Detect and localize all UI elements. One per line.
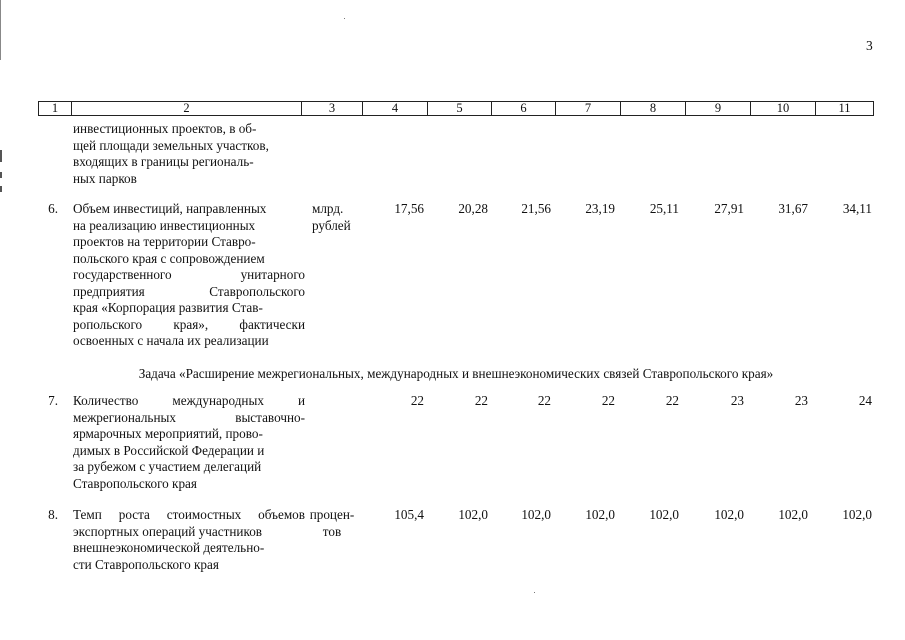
header-col-3: 3 [302, 102, 363, 116]
row-text-line: сти Ставропольского края [73, 556, 219, 572]
unit-line: рублей [312, 217, 351, 233]
header-col-9: 9 [686, 102, 751, 116]
row-text-line: инвестиционных проектов, в об- [73, 121, 257, 136]
row-description [73, 507, 305, 573]
row-text-line: края «Корпорация развития Став- [73, 300, 263, 315]
header-col-4: 4 [363, 102, 428, 116]
scan-edge-mark [0, 150, 2, 162]
value-cell: 25,11 [649, 201, 679, 216]
row-text-line: ропольского края», фактически [73, 316, 305, 332]
row-number: 7. [48, 393, 58, 408]
value-cell: 22 [665, 393, 679, 408]
column-number-header [38, 101, 874, 116]
page-number: 3 [866, 38, 873, 53]
value-cell: 23 [730, 393, 744, 408]
value-cell: 27,91 [714, 201, 744, 216]
row-description [73, 201, 305, 350]
value-cell: 22 [601, 393, 615, 408]
header-col-7: 7 [556, 102, 621, 116]
row-text-line: Объем инвестиций, направленных [73, 201, 267, 216]
value-cell: 23 [794, 393, 808, 408]
row-unit [312, 201, 372, 234]
header-col-1: 1 [39, 102, 72, 116]
header-col-11: 11 [816, 102, 874, 116]
value-cell: 22 [410, 393, 424, 408]
task-heading: Задача «Расширение межрегиональных, международных и внешнеэкономических связей Ставропольского края» [138, 366, 774, 381]
row-text-line: межрегиональных выставочно- [73, 409, 305, 425]
value-cell: 21,56 [521, 201, 551, 216]
row-description [73, 393, 305, 492]
value-cell: 102,0 [458, 507, 488, 522]
scan-speck [534, 592, 535, 593]
row-text-line: экспортных операций участников [73, 523, 263, 539]
row-text-line: внешнеэкономической деятельно- [73, 540, 265, 555]
value-cell: 102,0 [714, 507, 744, 522]
row-text-line: Темп роста стоимостных объемов [73, 507, 305, 522]
row-text-line: на реализацию инвестиционных [73, 217, 256, 233]
value-cell: 102,0 [778, 507, 808, 522]
row-text-line: Количество международных и [73, 393, 305, 408]
unit-line: процен- [309, 507, 355, 522]
header-col-10: 10 [751, 102, 816, 116]
value-cell: 20,28 [458, 201, 488, 216]
row-text-line: проектов на территории Ставро- [73, 234, 256, 249]
row-text-line: ных парков [73, 170, 137, 186]
value-cell: 31,67 [778, 201, 808, 216]
row-text-line: ярмарочных мероприятий, прово- [73, 426, 263, 441]
value-cell: 22 [537, 393, 551, 408]
scan-edge-mark [0, 0, 1, 60]
scan-speck [344, 18, 345, 19]
row-text-line: димых в Российской Федерации и [73, 442, 265, 458]
value-cell: 17,56 [394, 201, 424, 216]
scan-edge-mark [0, 172, 2, 178]
value-cell: 105,4 [394, 507, 424, 522]
value-cell: 22 [474, 393, 488, 408]
value-cell: 24 [858, 393, 872, 408]
row-text-line: освоенных с начала их реализации [73, 333, 269, 348]
value-cell: 102,0 [585, 507, 615, 522]
header-col-5: 5 [428, 102, 492, 116]
row-text-line: за рубежом с участием делегаций [73, 459, 262, 474]
value-cell: 23,19 [585, 201, 615, 216]
value-cell: 34,11 [842, 201, 872, 216]
header-col-8: 8 [621, 102, 686, 116]
scan-edge-mark [0, 186, 2, 192]
value-cell: 102,0 [521, 507, 551, 522]
value-cell: 102,0 [842, 507, 872, 522]
header-col-2: 2 [72, 102, 302, 116]
row-number: 6. [48, 201, 58, 216]
row-text-line: входящих в границы региональ- [73, 154, 254, 169]
unit-line: тов [322, 523, 342, 539]
unit-line: млрд. [312, 201, 344, 216]
row-text-line: предприятия Ставропольского [73, 283, 305, 299]
header-col-6: 6 [492, 102, 556, 116]
value-cell: 102,0 [649, 507, 679, 522]
row-text-line: польского края с сопровождением [73, 250, 265, 266]
table-row-continuation [73, 121, 305, 187]
row-text-line: щей площади земельных участков, [73, 137, 269, 153]
row-text-line: Ставропольского края [73, 475, 197, 491]
row-unit [302, 507, 362, 540]
row-text-line: государственного унитарного [73, 267, 305, 282]
row-number: 8. [48, 507, 58, 522]
